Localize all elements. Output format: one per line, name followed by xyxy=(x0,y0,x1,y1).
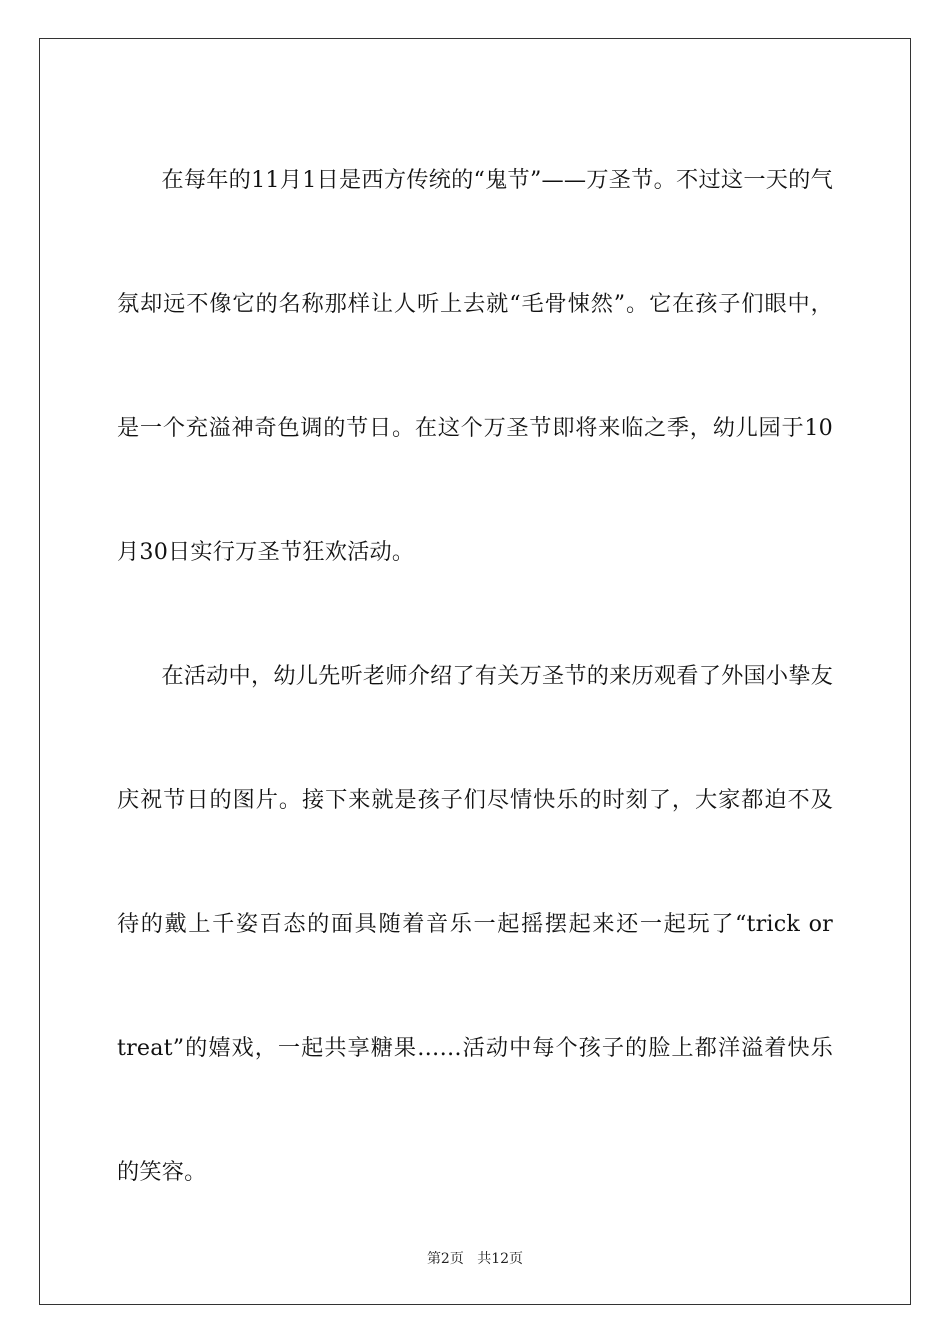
document-body xyxy=(117,118,833,1234)
page-footer xyxy=(0,1248,950,1268)
footer-spacer xyxy=(464,1251,477,1267)
paragraph-1: 在每年的11月1日是西方传统的“鬼节”——万圣节。不过这一天的气氛却远不像它的名称那样让人听上去就“毛骨悚然”。它在孩子们眼中，是一个充溢神奇色调的节日。在这个万圣节即将来临之季，幼儿园于10月30日实行万圣节狂欢活动。 xyxy=(117,167,833,565)
paragraph-2: 在活动中，幼儿先听老师介绍了有关万圣节的来历观看了外国小挚友庆祝节日的图片。接下来就是孩子们尽情快乐的时刻了，大家都迫不及待的戴上千姿百态的面具随着音乐一起摇摆起来还一起玩了“trick or treat”的嬉戏，一起共享糖果……活动中每个孩子的脸上都洋溢着快乐的笑容。 xyxy=(117,663,834,1185)
page-total: 共12页 xyxy=(477,1251,524,1267)
page-number: 第2页 xyxy=(426,1251,464,1267)
